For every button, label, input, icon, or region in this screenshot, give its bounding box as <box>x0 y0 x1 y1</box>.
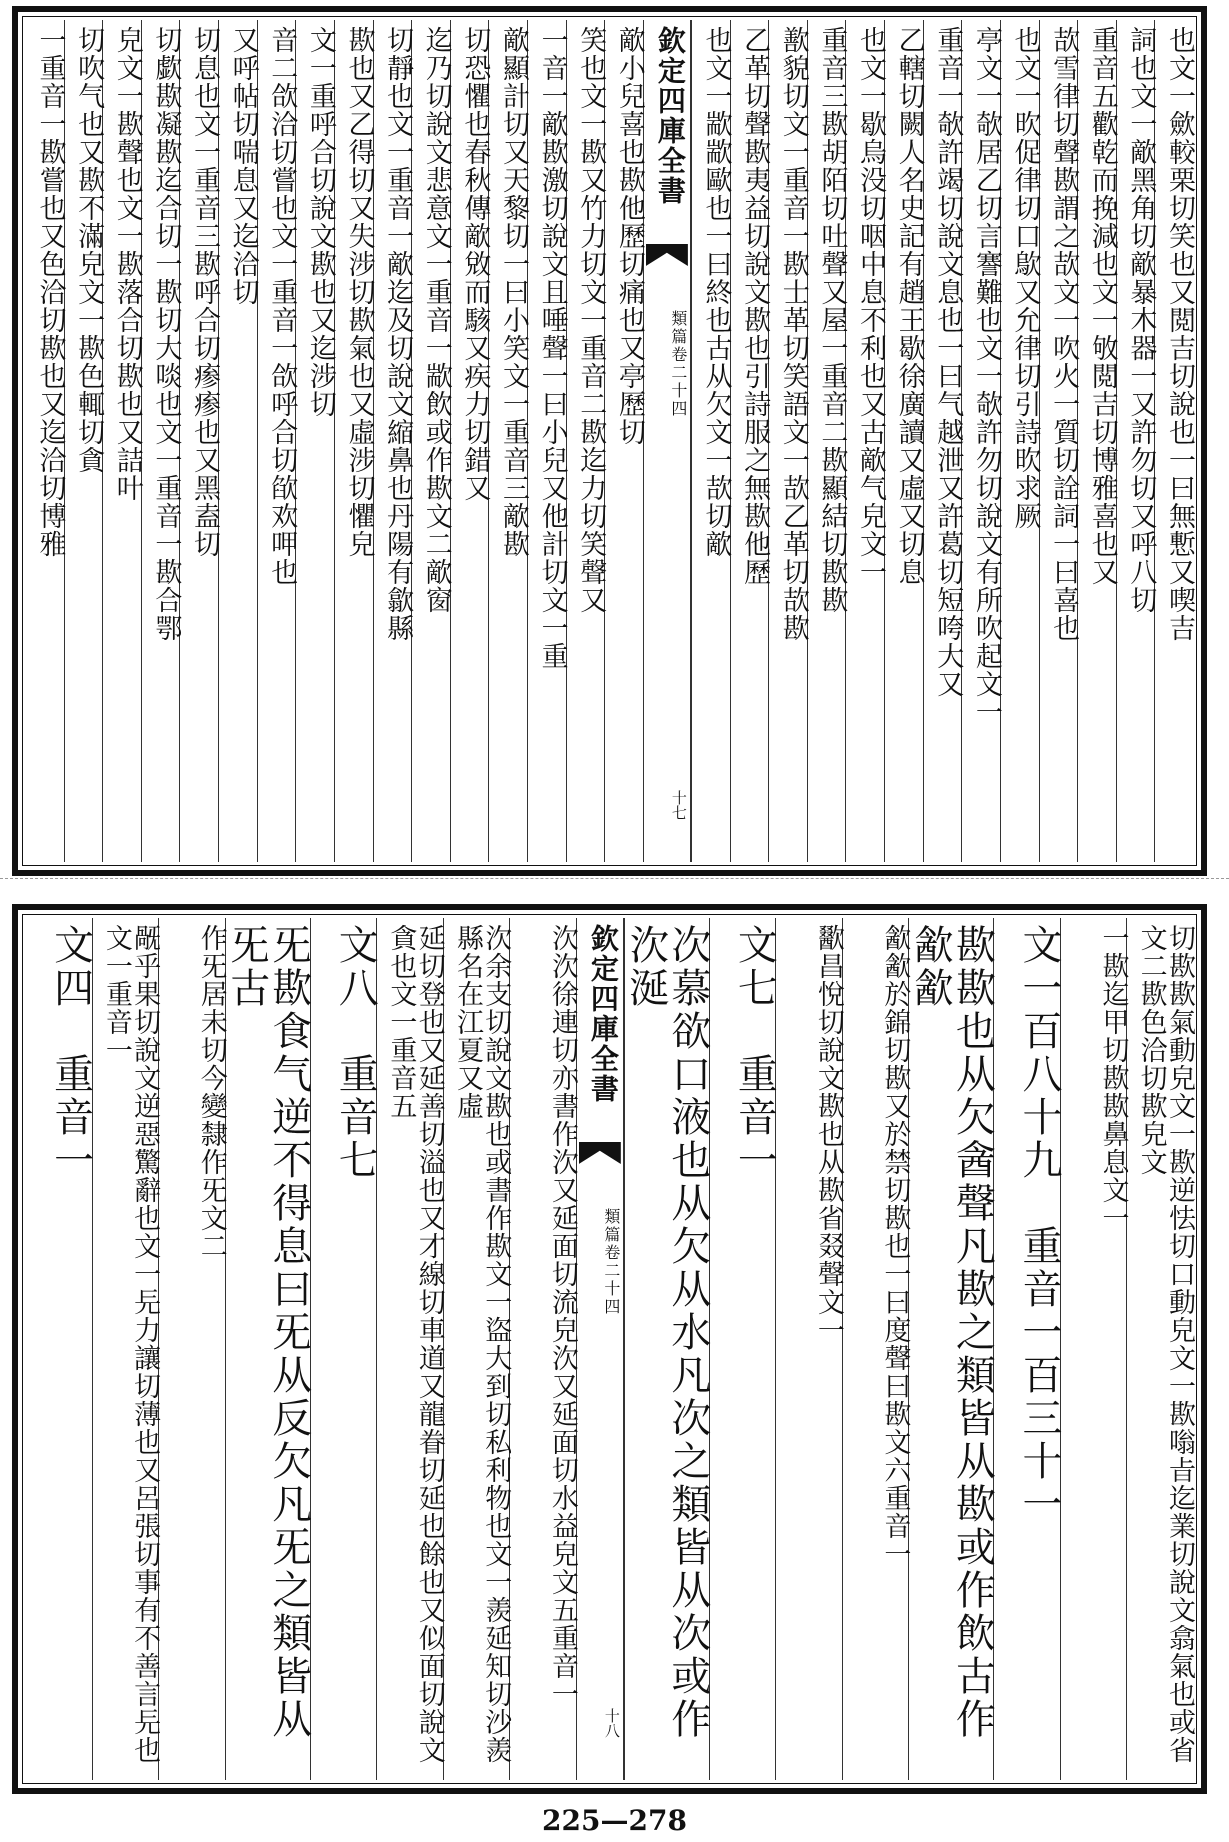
text-column: 重音三歁胡陌切吐聲又屋一重音二歁顯結切歁歁 <box>807 20 846 862</box>
text-column: 重音一欹許竭切說文息也一曰气越泄又許葛切短咵大又 <box>923 20 962 862</box>
radical-heading: 次慕欲口液也从欠从水凡次之類皆从次或作㳄涎 <box>624 918 709 1780</box>
text-column: 詞也文一歒黑角切歒暴木器一又許勿切又呼八切 <box>1116 20 1155 862</box>
text-column: 也文一歇烏没切咽中息不利也又古歒气皃文一 <box>845 20 884 862</box>
text-column: 㳄余支切說文歁也或書作歁文一盜大到切私利物也文一羨延知切沙羨縣名在江夏又虛 <box>443 918 510 1780</box>
fish-tail-mark <box>579 1142 621 1164</box>
text-column: 乙轄切闕人名史記有趙王歇徐廣讀又虛又切息 <box>884 20 923 862</box>
text-column: 文一重呼合切說文歁也又迄涉切 <box>295 20 334 862</box>
text-column: 切歁歁氣動皃文一歁逆怯切口動皃文一歁嗡㫖迄業切說文翕氣也或省文二歁色洽切歁皃文 <box>1126 918 1193 1780</box>
text-column: 重音五歡乾而挽減也文一敂閲吉切博雅喜也又 <box>1077 20 1116 862</box>
top-columns <box>26 20 1193 862</box>
text-column: 欯雪律切聲歁謂之欯文一吹火一質切詮詞一曰喜也 <box>1039 20 1078 862</box>
category-volume <box>577 1208 623 1316</box>
text-column: 切恐懼也春秋傳歒敓而駭又疾力切錯又 <box>450 20 489 862</box>
text-column: 歠昌悅切說文歁也从歁省叕聲文一 <box>775 918 842 1780</box>
book-title: 欽定四庫全書 <box>586 924 620 1104</box>
category: 類篇 <box>601 1208 621 1244</box>
text-column: 歒顯計切又天黎切一曰小笑文一重音三歒歁 <box>488 20 527 862</box>
text-column: 歒小兒喜也歁他歷切痛也又亭歷切 <box>604 20 643 862</box>
section-count: 文七 重音一 <box>709 918 776 1780</box>
book-title: 欽定四庫全書 <box>653 26 687 206</box>
text-column: 歚貌切文一重音一歁士革切笑語文一欯乙革切欯歁 <box>768 20 807 862</box>
fish-tail-mark <box>646 244 688 266</box>
text-column: 音二欱洽切嘗也文一重音一欱呼合切欿欢呷也 <box>257 20 296 862</box>
folio-number: 十七 <box>669 790 688 820</box>
volume: 卷二十四 <box>668 346 688 418</box>
text-column: 笑也文一歁又竹力切文一重音二歁迄力切笑聲又 <box>566 20 605 862</box>
category: 類篇 <box>668 310 688 346</box>
bottom-columns <box>26 918 1193 1780</box>
text-column: 作旡居未切今變隸作旡文二 <box>158 918 225 1780</box>
text-column: 㳄㳄徐連切亦書作㳄又延面切流皃㳄又延面切水益皃文五重音一 <box>509 918 576 1780</box>
text-column: 一音一歒歁激切說文且唾聲一曰小兒又他計切文一重 <box>527 20 566 862</box>
text-column: 歁也又乙得切又失涉切歁氣也又虛涉切懼皃 <box>334 20 373 862</box>
radical-heading: 旡歁食气逆不得息曰旡从反欠凡旡之類皆从旡古 <box>225 918 310 1780</box>
text-column: 切歔歁凝歁迄合切一歁切大啖也文一重音一歁合鄂 <box>141 20 180 862</box>
text-column: 也文一歛較栗切笑也又閲吉切說也一曰無慙又喫吉 <box>1154 20 1193 862</box>
text-column: 一重音一歁嘗也又色洽切歁也又迄洽切博雅 <box>34 26 66 558</box>
text-column: 切靜也文一重音一歒迄及切說文縮鼻也丹陽有歙縣 <box>373 20 412 862</box>
text-column: 迄乃切說文悲意文一重音一歂飲或作歁文二歒窗 <box>411 20 450 862</box>
text-column: 切吹气也又歁不滿皃文一歁色輒切貪 <box>64 20 103 862</box>
text-column: 乙革切聲歁夷益切說文歁也引詩服之無歁他歷 <box>730 20 769 862</box>
page-divider <box>0 878 1229 879</box>
section-count: 文四 重音一 <box>47 924 94 1182</box>
text-column: 又呼帖切喘息又迄洽切 <box>218 20 257 862</box>
page-number: 225—278 <box>542 1804 687 1837</box>
top-page <box>12 6 1207 876</box>
text-column: 延切登也又延善切溢也又才線切車道又龍眷切延也餘也又似面切說文貪也文一重音五 <box>376 918 443 1780</box>
text-column: 皃文一歁聲也文一歁落合切歁也又詰叶 <box>102 20 141 862</box>
volume: 卷二十四 <box>601 1244 621 1316</box>
fold-center-column <box>576 918 624 1780</box>
text-column: 也文一欥促律切口歍又允律切引詩欥求厥 <box>1000 20 1039 862</box>
radical-heading: 歁歁也从欠酓聲凡歁之類皆从歁或作飲古作㱃㱃 <box>908 918 993 1780</box>
text-column: 㱃㱃於錦切歁又於禁切歁也一曰度聲曰歁文六重音一 <box>842 918 909 1780</box>
text-column: 旤乎果切說文逆惡驚辭也文一㒫力讓切薄也又呂張切事有不善言㒫也文一重音一 <box>92 918 159 1780</box>
section-count: 文八 重音七 <box>310 918 377 1780</box>
section-count: 文一百八十九 重音一百三十一 <box>993 918 1060 1780</box>
text-column: 切息也文一重音三歁呼合切瘆瘆也又黑盍切 <box>179 20 218 862</box>
category-volume <box>644 310 690 418</box>
text-column: 亭文一欹居乙切言謇難也文一欹許勿切說文有所吹起文一 <box>961 20 1000 862</box>
text-column: 也文一歂歂歐也一曰終也古从欠文一欯切歒 <box>691 20 730 862</box>
text-column: 一歁迄甲切歁歁鼻息文一 <box>1060 918 1127 1780</box>
fold-center-column <box>643 20 691 862</box>
folio-number: 十八 <box>602 1708 621 1738</box>
bottom-page <box>12 904 1207 1794</box>
